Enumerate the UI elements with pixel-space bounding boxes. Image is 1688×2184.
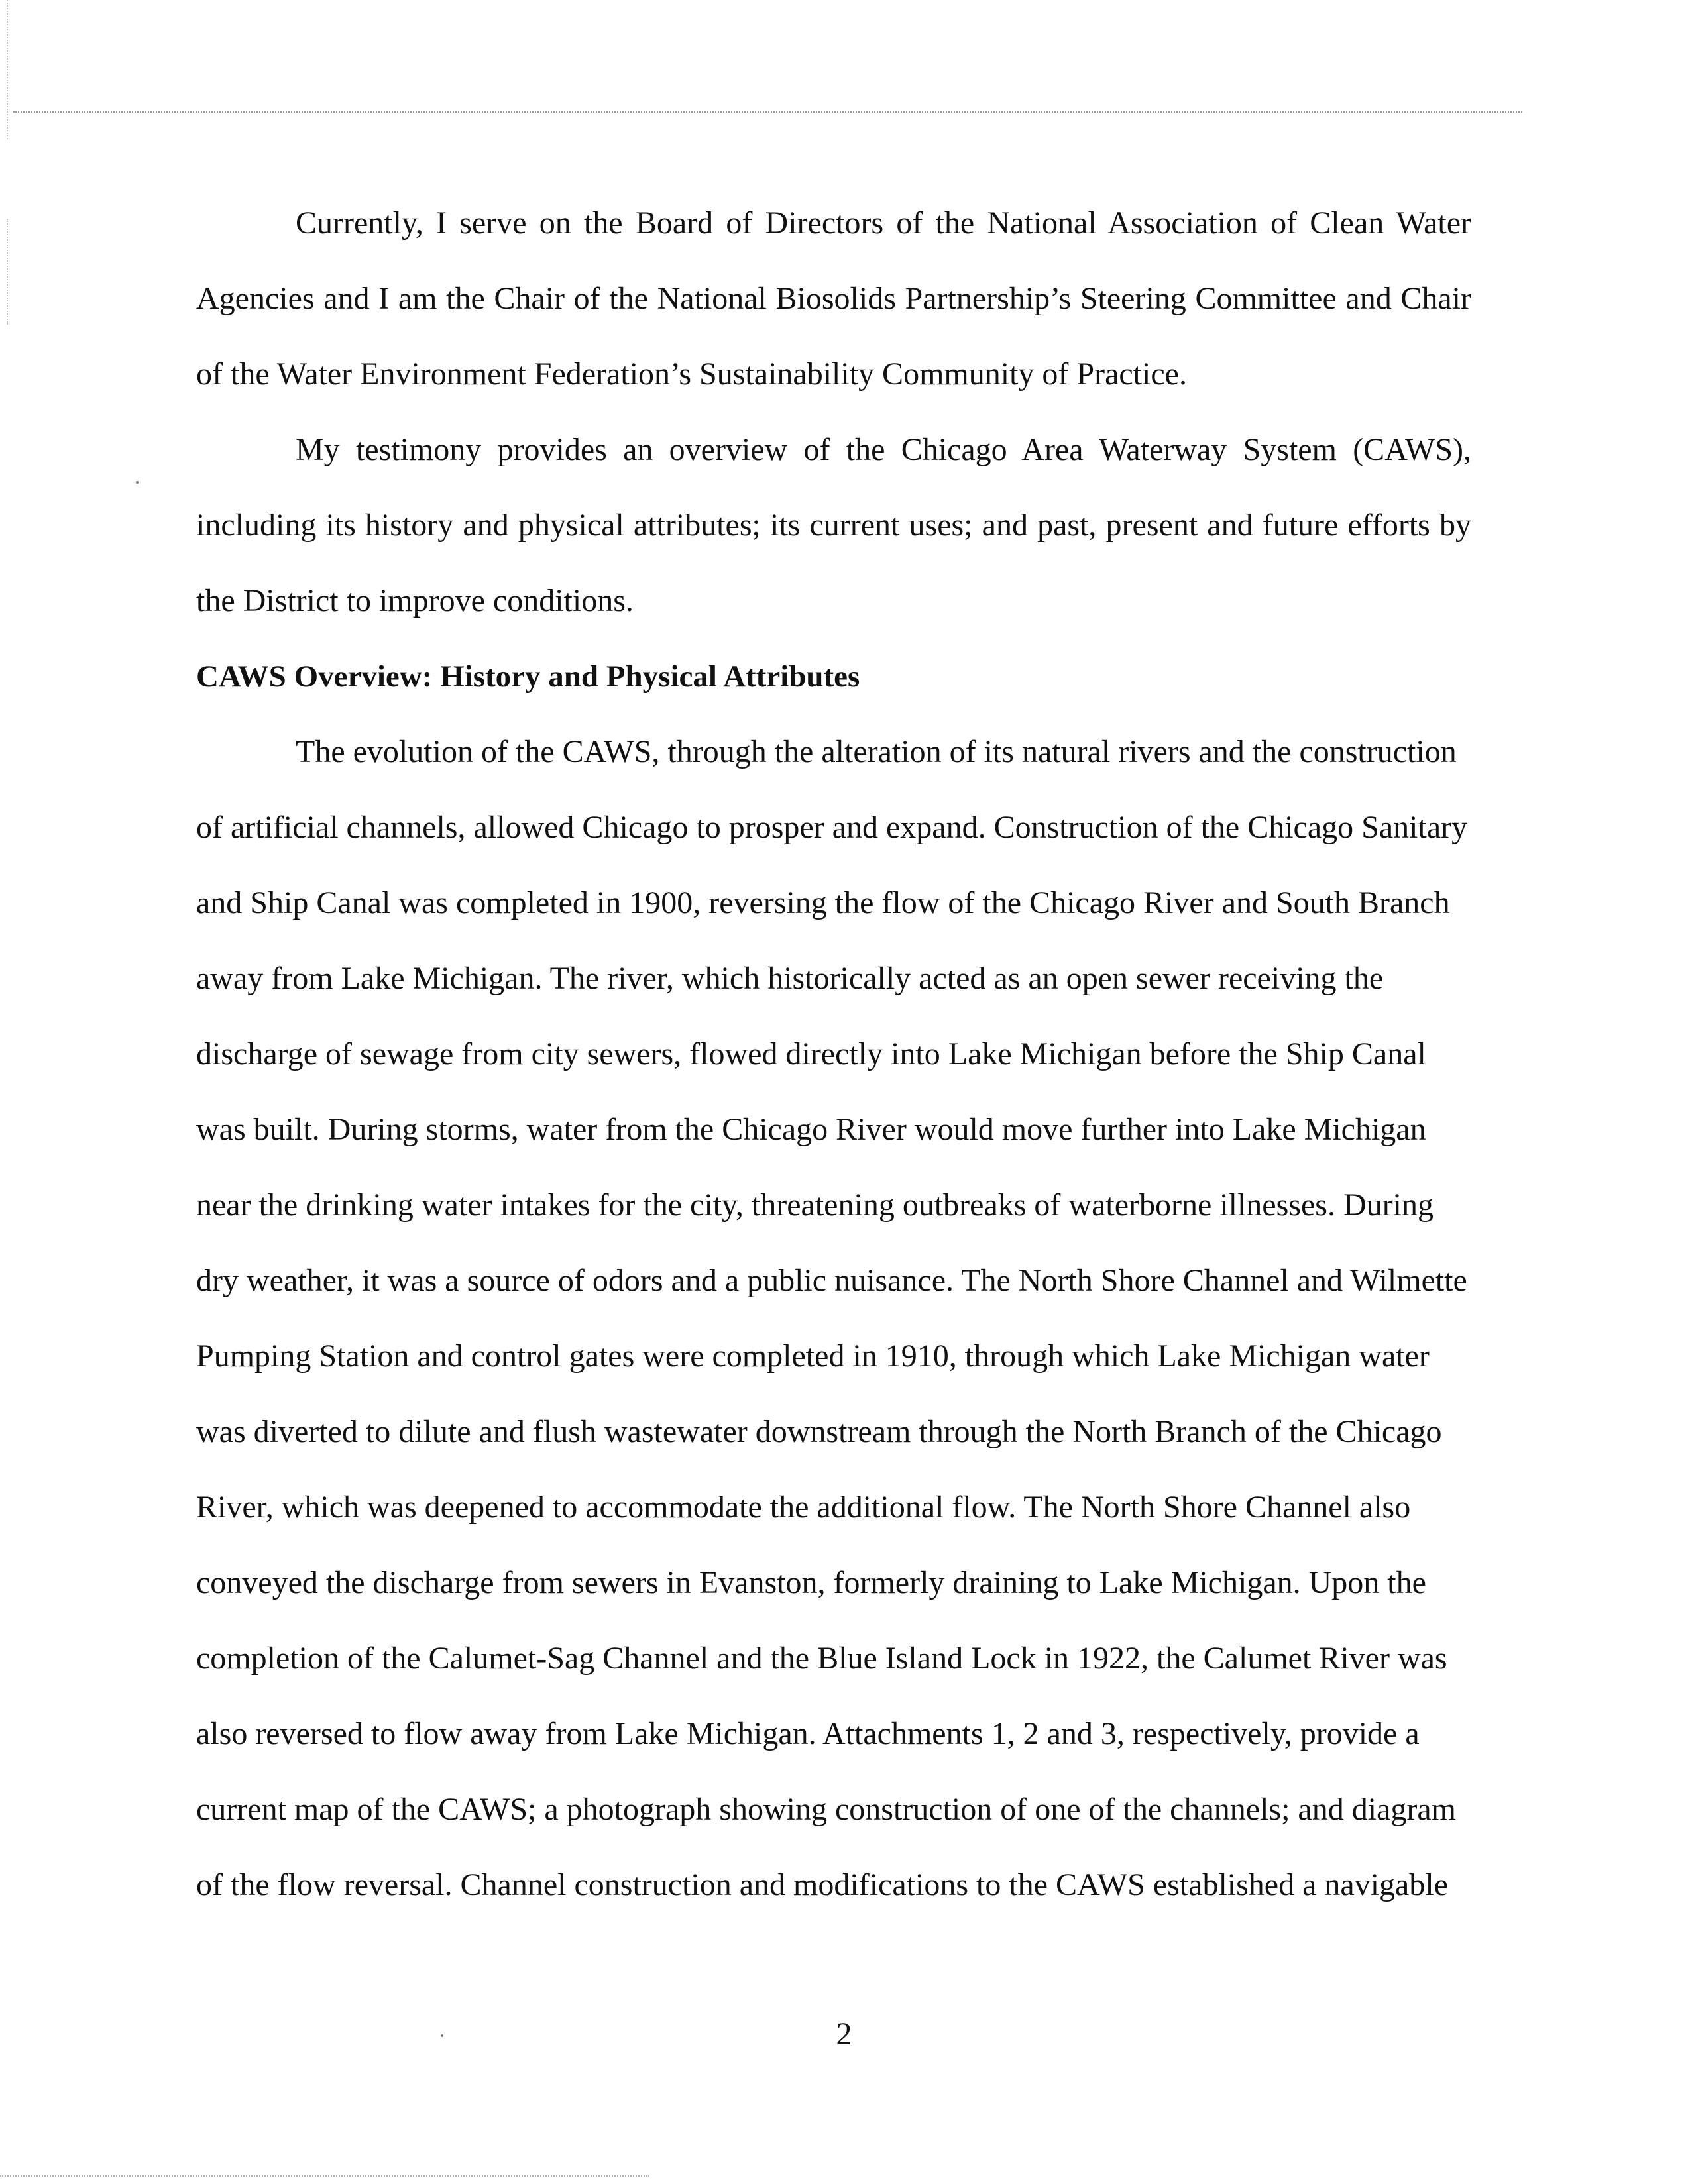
- paragraph-board-service: Currently, I serve on the Board of Directors of the National Association of Clean Water Agencies and I am the Chair of the National Biosolids Partnership’s Steering Committee and Chair of the Water Environment Federation’s Sustainability Community of Practice.: [196, 205, 1471, 392]
- paragraph-caws-evolution: The evolution of the CAWS, through the alteration of its natural rivers and the construction of artificial channels, allowed Chicago to prosper and expand. Construction of the Chicago Sanitary and Ship Canal was completed in 1900, reversing the flow of the Chicago River and South Branch away from Lake Michigan. The river, which historically acted as an open sewer receiving the discharge of sewage from city sewers, flowed directly into Lake Michigan before the Ship Canal was built. During storms, water from the Chicago River would move further into Lake Michigan near the drinking water intakes for the city, threatening outbreaks of waterborne illnesses. During dry weather, it was a source of odors and a public nuisance. The North Shore Channel and Wilmette Pumping Station and control gates were completed in 1910, through which Lake Michigan water was diverted to dilute and flush wastewater downstream through the North Branch of the Chicago River, which was deepened to accommodate the additional flow. The North Shore Channel also conveyed the discharge from sewers in Evanston, formerly draining to Lake Michigan. Upon the completion of the Calumet-Sag Channel and the Blue Island Lock in 1922, the Calumet River was also reversed to flow away from Lake Michigan. Attachments 1, 2 and 3, respectively, provide a current map of the CAWS; a photograph showing construction of one of the channels; and diagram of the flow reversal. Channel construction and modifications to the CAWS established a navigable: [196, 734, 1468, 1902]
- scan-top-rule: [13, 111, 1522, 113]
- scan-bottom-rule: [0, 2175, 649, 2177]
- page-number: 2: [836, 2016, 852, 2051]
- scan-speck: [136, 481, 139, 484]
- document-body: [196, 186, 1471, 1923]
- scan-left-edge-mark: [7, 0, 8, 139]
- scan-left-edge-mark: [7, 219, 8, 325]
- section-heading: CAWS Overview: History and Physical Attributes: [196, 659, 860, 694]
- paragraph-testimony-overview: My testimony provides an overview of the Chicago Area Waterway System (CAWS), including its history and physical attributes; its current uses; and past, present and future efforts by the District to improve conditions.: [196, 432, 1471, 618]
